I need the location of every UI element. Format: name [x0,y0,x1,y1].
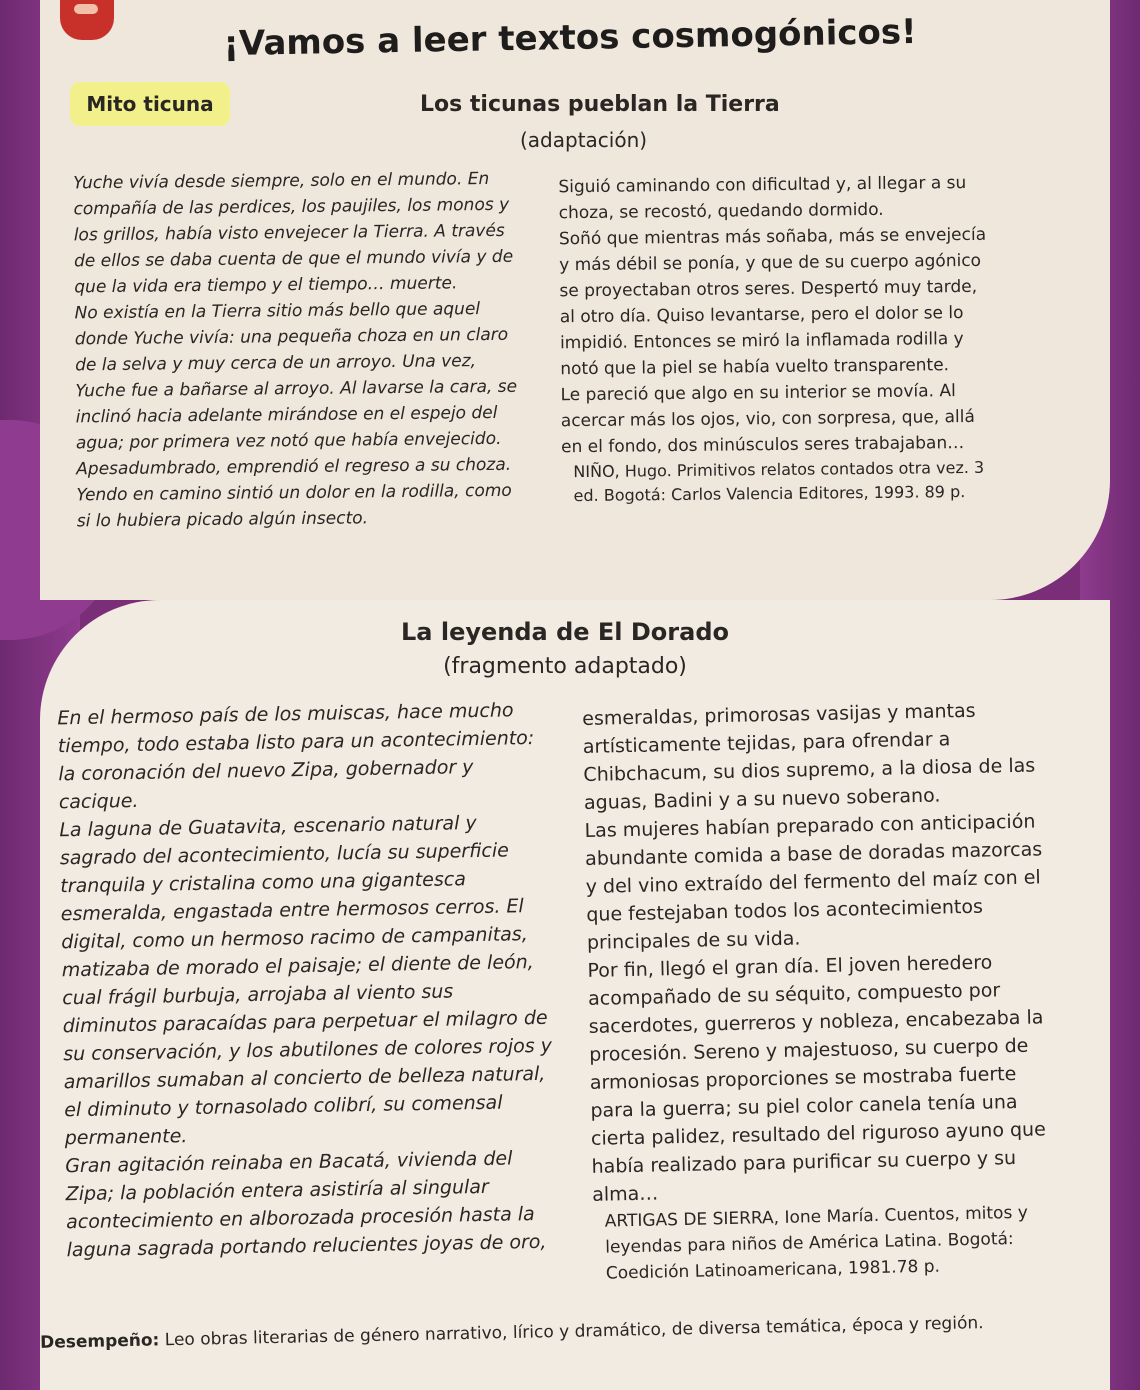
paragraph: En el hermoso país de los muiscas, hace mucho tiempo, todo estaba listo para un acontecimiento: la coronación del nuevo Zipa, gobernador y cacique. [57,699,535,814]
paragraph: esmeraldas, primorosas vasijas y mantas artísticamente tejidas, para ofrendar a Chibchacum, su dios supremo, a la diosa de las aguas, Badini y a su nuevo soberano. [582,699,1036,814]
paragraph: Apesadumbrado, emprendió el regreso a su choza. Yendo en camino sintió un dolor en la rodilla, como si lo hubiera picado algún insecto. [76,454,512,532]
paragraph: Siguió caminando con dificultad y, al llegar a su choza, se recostó, quedando dormido. [558,172,967,224]
bibliographic-reference: ARTIGAS DE SIERRA, Ione María. Cuentos, mitos y leyendas para niños de América Latina. Bogotá: Coedición Latinoamericana, 1981.78 p. [604,1202,1029,1284]
paragraph: Soñó que mientras más soñaba, más se envejecía y más débil se ponía, y que de su cuerpo agónico se proyectaban otros seres. Despertó muy tarde, al otro día. Quiso levantarse, pero el dolor se lo impidió. Entonces se miró la inflamada rodilla y notó que la piel se había vuelto transparente. [558,224,987,380]
story-right-column [558,170,991,508]
page-title: ¡Vamos a leer textos cosmogónicos! [223,11,917,65]
legend-right-column [582,695,1064,1287]
legend-subtitle: (fragmento adaptado) [443,654,687,679]
paragraph: No existía en la Tierra sitio más bello que aquel donde Yuche vivía: una pequeña choza en un claro de la selva y muy cerca de un arroyo. Una vez, Yuche fue a bañarse al arroyo. Al lavarse la cara, se inclinó hacia adelante mirándose en el espejo del agua; por primera vez notó que había envejecido. [74,299,518,454]
section-tag: Mito ticuna [70,82,230,126]
legend-left-column [57,696,557,1264]
story-subtitle: (adaptación) [520,128,648,152]
footer-label: Desempeño: [39,1330,160,1353]
story-title: Los ticunas pueblan la Tierra [420,92,780,117]
footer-text: Leo obras literarias de género narrativo, lírico y dramático, de diversa temática, época y región. [164,1313,984,1351]
paragraph: La laguna de Guatavita, escenario natural y sagrado del acontecimiento, lucía su superficie tranquila y cristalina como una gigantesca esmeralda, engastada entre hermosos cerros. El digital, como un hermoso racimo de campanitas, matizaba de morado el paisaje; el diente de león, cual frágil burbuja, arrojaba al viento sus diminutos paracaídas para perpetuar el milagro de su conservación, y los abutilones de colores rojos y amarillos sumaban al concierto de belleza natural, el diminuto y tornasolado colibrí, su comensal permanente. [59,812,553,1150]
paragraph: Le pareció que algo en su interior se movía. Al acercar más los ojos, vio, con sorpresa, que, allá en el fondo, dos minúsculos seres trabajaban… [560,381,975,458]
paragraph: Por fin, llegó el gran día. El joven heredero acompañado de su séquito, compuesto por sacerdotes, guerreros y nobleza, encabezaba la procesión. Sereno y majestuoso, su cuerpo de armoniosas proporciones se mostraba fuerte para la guerra; su piel color canela tenía una cierta palidez, resultado del riguroso ayuno que había realizado para purificar su cuerpo y su alma… [587,951,1046,1206]
story-left-column [73,166,527,535]
bibliographic-reference: NIÑO, Hugo. Primitivos relatos contados otra vez. 3 ed. Bogotá: Carlos Valencia Editores, 1993. 89 p. [573,457,985,506]
legend-title: La leyenda de El Dorado [401,618,729,646]
paragraph: Gran agitación reinaba en Bacatá, vivienda del Zipa; la población entera asistiría al singular acontecimiento en alborozada procesión hasta la laguna sagrada portando relucientes joyas de oro, [65,1147,547,1262]
paragraph: Yuche vivía desde siempre, solo en el mundo. En compañía de las perdices, los paujiles, los monos y los grillos, había visto envejecer la Tierra. A través de ellos se daba cuenta de que el mundo vivía y de que la vida era tiempo y el tiempo… muerte. [73,169,514,298]
paragraph: Las mujeres habían preparado con anticipación abundante comida a base de doradas mazorcas y del vino extraído del fermento del maíz con el que festejaban todos los acontecimientos principales de su vida. [584,810,1043,954]
